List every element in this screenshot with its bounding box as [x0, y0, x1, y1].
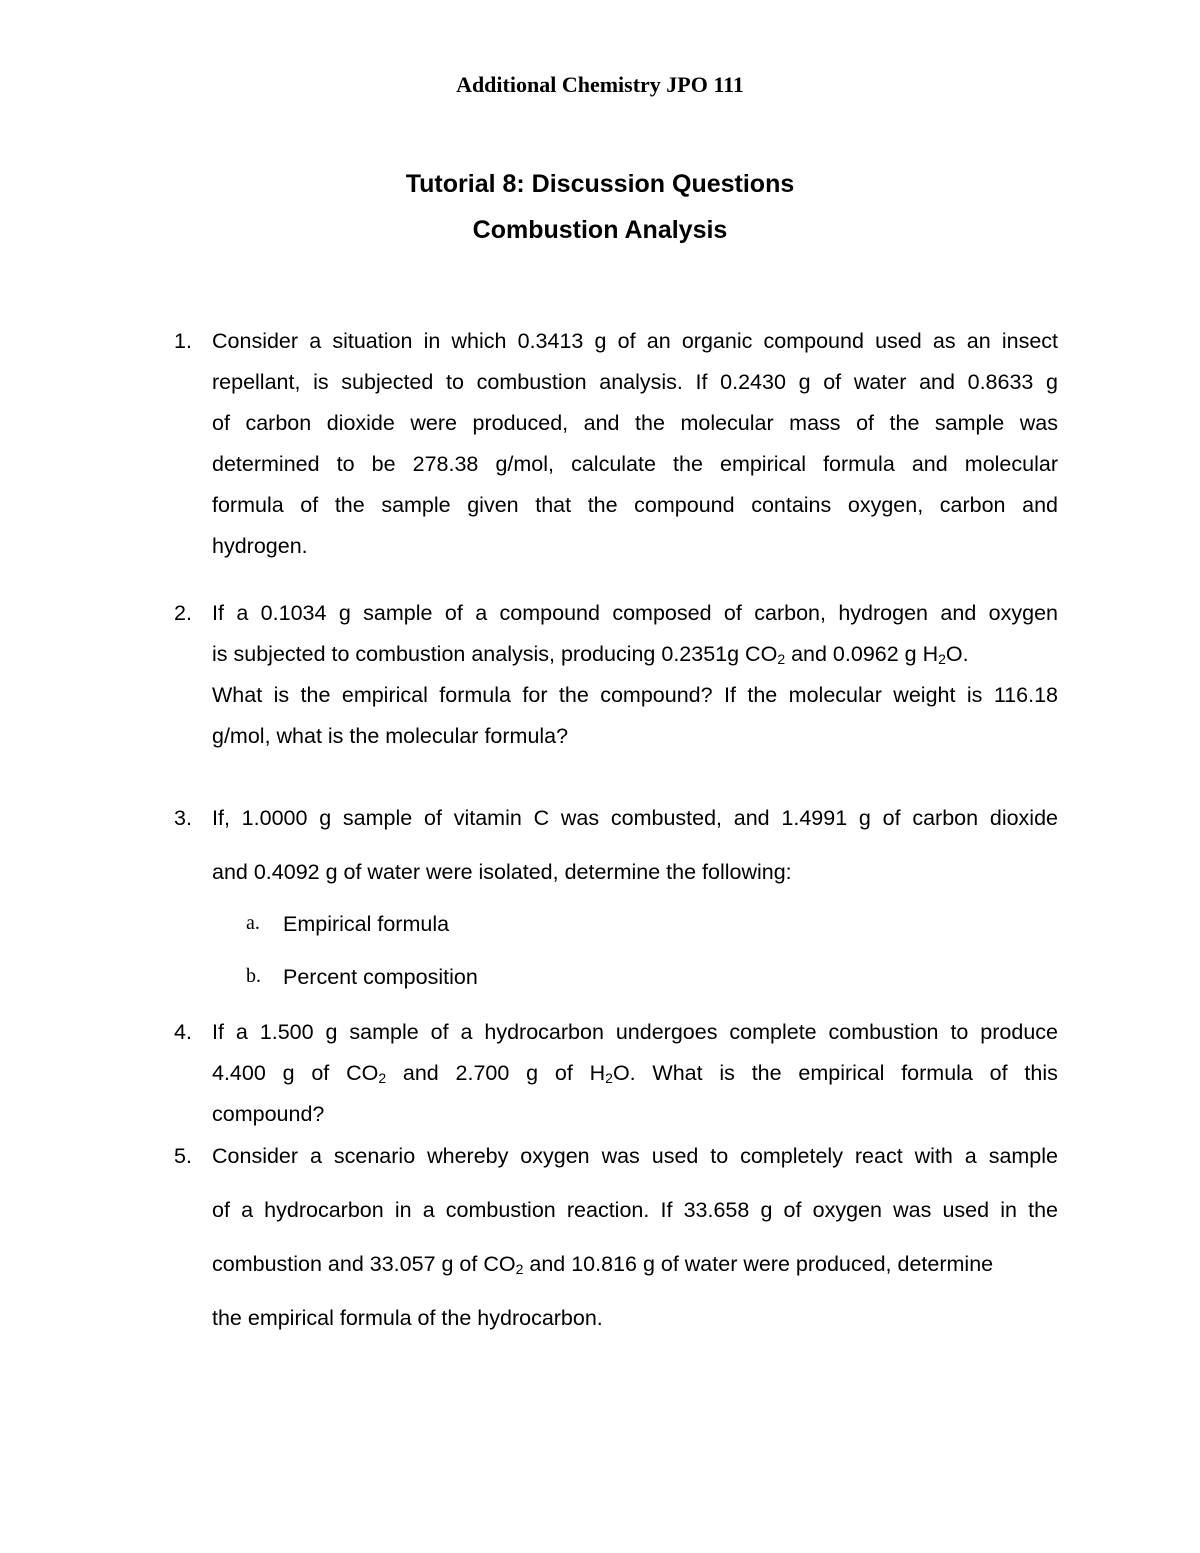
question-1	[174, 321, 1058, 567]
sub-item-text: Empirical formula	[283, 912, 450, 936]
question-number: 5.	[174, 1144, 192, 1168]
sub-item-label: b.	[246, 965, 261, 987]
question-line: the empirical formula of the hydrocarbon.	[212, 1306, 603, 1330]
question-line: 4.400 g of $CO_2$ and 2.700 g of $H_2O$. What is the empirical formula of this	[212, 1061, 1058, 1086]
question-line: compound?	[212, 1102, 325, 1126]
question-line: formula of the sample given that the compound contains oxygen, carbon and	[212, 493, 1058, 517]
question-number: 4.	[174, 1020, 192, 1044]
question-line: g/mol, what is the molecular formula?	[212, 724, 569, 748]
question-5	[174, 1129, 1058, 1345]
question-line: determined to be 278.38 g/mol, calculate the empirical formula and molecular	[212, 452, 1058, 476]
question-number: 1.	[174, 329, 192, 353]
question-number: 2.	[174, 601, 192, 625]
question-line: If a 1.500 g sample of a hydrocarbon undergoes complete combustion to produce	[212, 1020, 1058, 1044]
sub-item-text: Percent composition	[283, 965, 478, 989]
question-line: and 0.4092 g of water were isolated, determine the following:	[212, 860, 792, 884]
question-2	[174, 593, 1058, 757]
question-number: 3.	[174, 806, 192, 830]
question-line: of a hydrocarbon in a combustion reaction. If 33.658 g of oxygen was used in the	[212, 1198, 1058, 1222]
question-line: Consider a situation in which 0.3413 g of an organic compound used as an insect	[212, 329, 1058, 353]
question-line: What is the empirical formula for the compound? If the molecular weight is 116.18	[212, 683, 1058, 707]
question-line: combustion and 33.057 g of $CO_2$ and 10.816 g of water were produced, determine	[212, 1252, 994, 1277]
tutorial-title: Tutorial 8: Discussion Questions	[405, 170, 795, 198]
question-line: of carbon dioxide were produced, and the molecular mass of the sample was	[212, 411, 1058, 435]
question-line: is subjected to combustion analysis, producing 0.2351g $CO_2$ and 0.0962 g $H_2O$.	[212, 642, 969, 667]
question-line: hydrogen.	[212, 534, 308, 558]
question-line: If a 0.1034 g sample of a compound composed of carbon, hydrogen and oxygen	[212, 601, 1058, 625]
question-3	[174, 791, 1058, 899]
question-line: repellant, is subjected to combustion analysis. If 0.2430 g of water and 0.8633 g	[212, 370, 1058, 394]
course-header: Additional Chemistry JPO 111	[456, 72, 744, 97]
sub-item-label: a.	[246, 912, 260, 934]
tutorial-subtitle: Combustion Analysis	[472, 216, 728, 244]
question-line: Consider a scenario whereby oxygen was used to completely react with a sample	[212, 1144, 1058, 1168]
question-line: If, 1.0000 g sample of vitamin C was combusted, and 1.4991 g of carbon dioxide	[212, 806, 1058, 830]
question-4	[174, 1012, 1058, 1135]
